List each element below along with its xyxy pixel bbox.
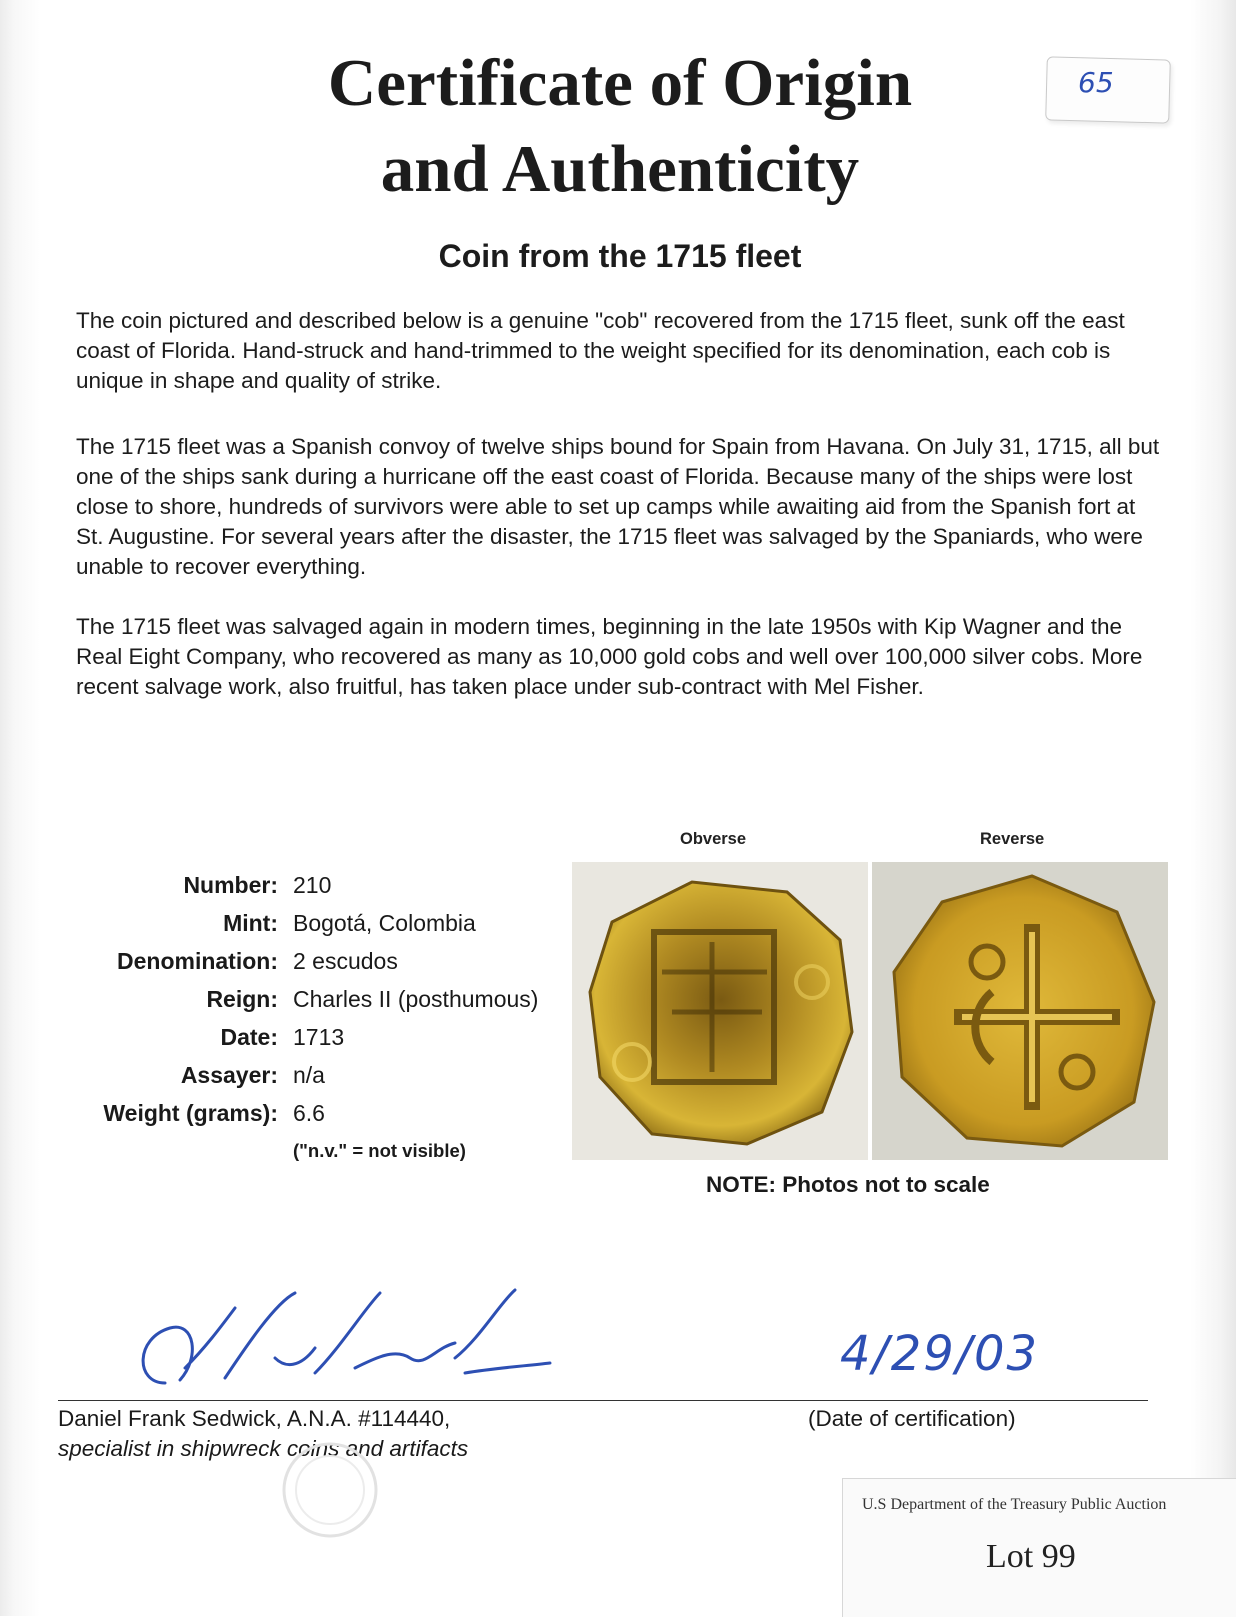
detail-row-number: [40, 872, 560, 910]
detail-value: 2 escudos: [293, 948, 398, 974]
obverse-coin-image: [572, 862, 868, 1160]
signer-title: specialist in shipwreck coins and artifacts: [58, 1436, 469, 1461]
obverse-caption: Obverse: [680, 830, 747, 848]
detail-label: Assayer:: [180, 1062, 278, 1088]
detail-label: Number:: [183, 872, 278, 898]
detail-row-reign: [40, 986, 560, 1024]
signature-image: [125, 1288, 555, 1398]
paragraph-salvage: The 1715 fleet was salvaged again in modern times, beginning in the late 1950s with Kip Wagner and the Real Eight Company, who recovered as many as 10,000 gold cobs and well over 100,000 silver cobs. More recent salvage work, also fruitful, has taken place under sub-contract with Mel Fisher.: [76, 614, 1143, 699]
certificate-subtitle: Coin from the 1715 fleet: [438, 238, 802, 274]
detail-label: Weight (grams):: [103, 1100, 278, 1126]
detail-row-assayer: [40, 1062, 560, 1100]
detail-label: Mint:: [223, 910, 278, 936]
date-handwritten: 4/29/03: [840, 1326, 1040, 1382]
lot-number: Lot 99: [986, 1538, 1076, 1575]
tag-number: 65: [1078, 66, 1114, 99]
certificate-title: [200, 40, 1040, 212]
detail-label: Reign:: [206, 986, 278, 1012]
reverse-coin-image: [872, 862, 1168, 1160]
title-line-2: and Authenticity: [380, 132, 860, 206]
detail-label: Date:: [220, 1024, 278, 1050]
obverse-photo: [572, 862, 868, 1160]
detail-row-mint: [40, 910, 560, 948]
reverse-photo: [872, 862, 1168, 1160]
signature-line: [58, 1400, 1148, 1401]
detail-value: Charles II (posthumous): [293, 986, 539, 1012]
embossed-seal-image: [270, 1440, 390, 1540]
detail-value: Bogotá, Colombia: [293, 910, 476, 936]
not-visible-note: ("n.v." = not visible): [293, 1140, 466, 1161]
detail-row-weight: [40, 1100, 560, 1138]
signer-name: Daniel Frank Sedwick, A.N.A. #114440,: [58, 1406, 451, 1431]
detail-label: Denomination:: [117, 948, 278, 974]
reverse-caption: Reverse: [980, 830, 1045, 848]
detail-value: 1713: [293, 1024, 345, 1050]
detail-row-denomination: [40, 948, 560, 986]
paragraph-history: The 1715 fleet was a Spanish convoy of twelve ships bound for Spain from Havana. On July 31, 1715, all but one of the ships sank during a hurricane off the east coast of Florida. Because many of the ships were lost close to shore, hundreds of survivors were able to set up camps while awaiting aid from the Spanish fort at St. Augustine. For several years after the disaster, the 1715 fleet was salvaged by the Spaniards, who were unable to recover everything.: [76, 434, 1160, 579]
detail-value: n/a: [293, 1062, 325, 1088]
detail-value: 210: [293, 872, 332, 898]
paragraph-intro: The coin pictured and described below is a genuine "cob" recovered from the 1715 fleet, sunk off the east coast of Florida. Hand-struck and hand-trimmed to the weight specified for its denomination, each cob is unique in shape and quality of strike.: [76, 308, 1125, 393]
date-caption: (Date of certification): [808, 1406, 1016, 1431]
title-line-1: Certificate of Origin: [327, 46, 913, 120]
photos-note: NOTE: Photos not to scale: [706, 1172, 990, 1197]
detail-value: 6.6: [293, 1100, 325, 1126]
lot-label-header: U.S Department of the Treasury Public Auction: [862, 1496, 1167, 1513]
detail-row-date: [40, 1024, 560, 1062]
